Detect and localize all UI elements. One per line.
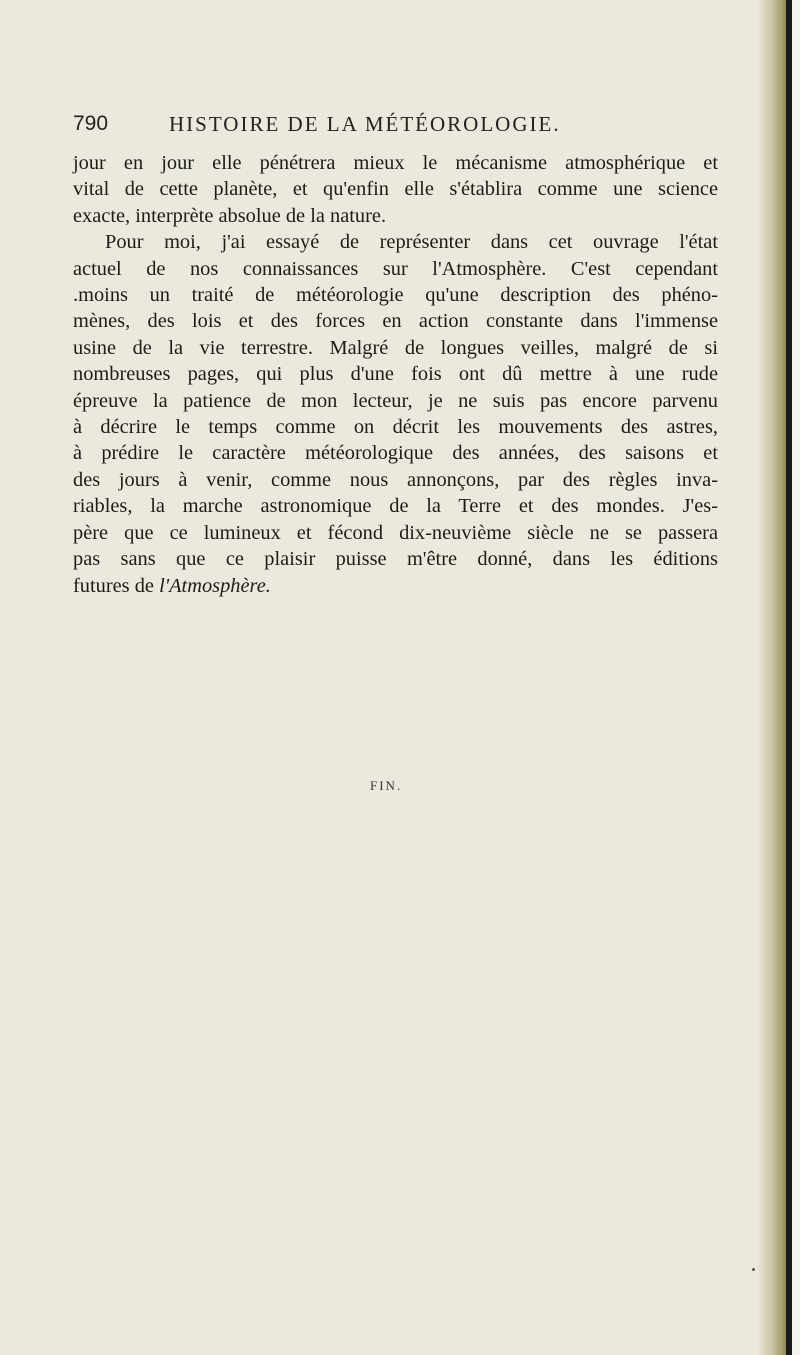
text-line-final: [73, 573, 718, 599]
page-gutter-shadow: [758, 0, 786, 1355]
text-line: mènes, des lois et des forces en action constante dans l'immense: [73, 310, 718, 333]
running-head: [73, 112, 713, 142]
text-line: usine de la vie terrestre. Malgré de longues veilles, malgré de si: [73, 336, 718, 359]
text-line: nombreuses pages, qui plus d'une fois ont dû mettre à une rude: [73, 363, 718, 386]
book-title-italic: l'Atmosphère.: [159, 574, 271, 597]
text-line: riables, la marche astronomique de la Terre et des mondes. J'es-: [73, 495, 718, 518]
text-line: vital de cette planète, et qu'enfin elle s'établira comme une science: [73, 178, 718, 201]
text-line: des jours à venir, comme nous annonçons, par des règles inva-: [73, 468, 718, 491]
text-line: père que ce lumineux et fécond dix-neuvième siècle ne se passera: [73, 521, 718, 544]
text-line: Pour moi, j'ai essayé de représenter dans cet ouvrage l'état: [105, 231, 718, 254]
text-line: à décrire le temps comme on décrit les mouvements des astres,: [73, 416, 718, 439]
page-edge-light: [792, 0, 800, 1355]
text-line: exacte, interprète absolue de la nature.: [73, 204, 387, 227]
text-line: épreuve la patience de mon lecteur, je ne suis pas encore parvenu: [73, 389, 718, 412]
running-title: HISTOIRE DE LA MÉTÉOROLOGIE.: [169, 112, 561, 136]
text-line: jour en jour elle pénétrera mieux le mécanisme atmosphérique et: [73, 152, 718, 174]
text-line: pas sans que ce plaisir puisse m'être donné, dans les éditions: [73, 548, 718, 571]
text-line: .moins un traité de météorologie qu'une description des phéno-: [73, 284, 718, 307]
text-line-prefix: futures de: [73, 574, 160, 597]
body-paragraphs: [73, 150, 718, 599]
page-number: 790: [73, 112, 109, 135]
fin-mark: FIN.: [370, 778, 403, 793]
paper-speck: [752, 1268, 755, 1271]
text-line: actuel de nos connaissances sur l'Atmosphère. C'est cependant: [73, 257, 718, 280]
text-line: à prédire le caractère météorologique des années, des saisons et: [73, 442, 718, 465]
